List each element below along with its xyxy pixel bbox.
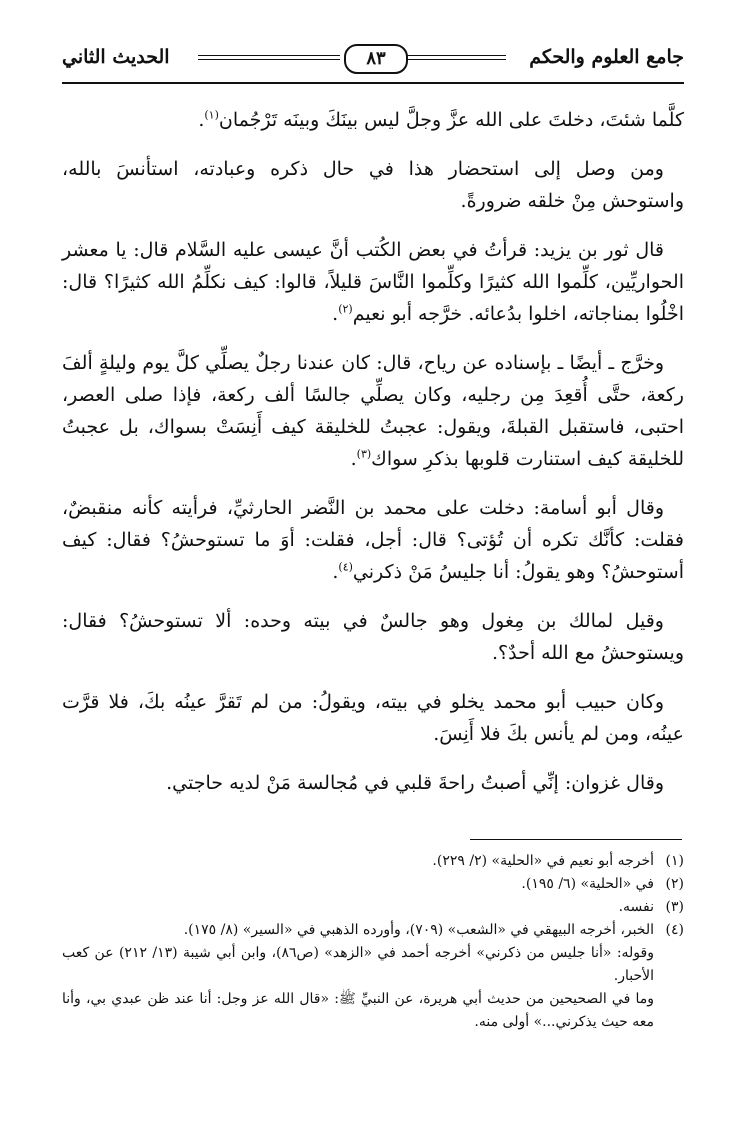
footnote xyxy=(62,873,684,896)
book-title: جامع العلوم والحكم xyxy=(529,46,684,68)
footnote-marker: (٣) xyxy=(356,447,372,461)
running-header xyxy=(62,44,684,84)
footnote xyxy=(62,896,684,919)
footnote-marker: (٢) xyxy=(338,302,353,316)
footnote-text: أخرجه أبو نعيم في «الحلية» (٢/ ٢٢٩). xyxy=(432,853,654,869)
footnote-continuation: وما في الصحيحين من حديث أبي هريرة، عن النبيِّ ﷺ: «قال الله عز وجل: أنا عند ظن عبدي بي، وأنا معه حيث يذكرني...» أولى منه. xyxy=(62,991,654,1030)
footnote-marker: (١) xyxy=(204,108,219,122)
footnote xyxy=(62,919,684,942)
paragraph: وقيل لمالك بن مِغول وهو جالسٌ في بيته وحده: ألا تستوحشُ؟ فقال: ويستوحشُ مع الله أحدٌ؟. xyxy=(62,610,684,664)
footnote-text: الخبر، أخرجه البيهقي في «الشعب» (٧٠٩)، وأورده الذهبي في «السير» (٨/ ١٧٥). xyxy=(183,922,654,938)
footnotes xyxy=(62,850,684,1034)
header-rule-right-lower xyxy=(406,59,506,60)
page-number: ٨٣ xyxy=(344,44,408,74)
header-underline xyxy=(62,82,684,84)
footnote-number: (٣) xyxy=(665,899,684,915)
footnote-number: (١) xyxy=(665,853,684,869)
paragraph: وكان حبيب أبو محمد يخلو في بيته، ويقولُ: من لم تَقرَّ عينُه بكَ، فلا قرَّت عينُه، ومن لم يأنس بكَ فلا أَنِسَ. xyxy=(62,691,684,745)
paragraph: وقال غزوان: إنِّي أصبتُ راحةَ قلبي في مُجالسة مَنْ لديه حاجتي. xyxy=(166,772,664,794)
footnote-number: (٢) xyxy=(665,876,684,892)
header-rule-right-upper xyxy=(406,55,506,56)
chapter-title: الحديث الثاني xyxy=(62,46,170,68)
paragraph: ومن وصل إلى استحضار هذا في حال ذكره وعبادته، استأنسَ بالله، واستوحش مِنْ خلقه ضرورةً. xyxy=(62,158,684,212)
paragraph: وقال أبو أسامة: دخلت على محمد بن النَّضر الحارثيِّ، فرأيته كأنه منقبضٌ، فقلت: كأنَّك تكره أن تُؤتى؟ قال: أجل، فقلت: أوَ ما تستوحشُ؟ فقال: كيف أستوحشُ؟ وهو يقولُ: أنا جليسُ مَنْ ذكرني$^{(٤)}$. xyxy=(62,497,684,583)
footnote-separator xyxy=(470,839,682,840)
footnote-text: في «الحلية» (٦/ ١٩٥). xyxy=(521,876,654,892)
header-rule-left-upper xyxy=(198,55,340,56)
footnote xyxy=(62,850,684,873)
footnote-continuation: وقوله: «أنا جليس من ذكرني» أخرجه أحمد في «الزهد» (ص٨٦)، وابن أبي شيبة (١٣/ ٢١٢) عن كعب الأحبار. xyxy=(62,945,654,984)
footnote-text: نفسه. xyxy=(618,899,654,915)
header-rule-left-lower xyxy=(198,59,340,60)
footnote-number: (٤) xyxy=(665,922,684,938)
paragraph: قال ثور بن يزيد: قرأتُ في بعض الكُتب أنَّ عيسى عليه السَّلام قال: يا معشر الحواريِّين، كلِّموا الله كثيرًا وكلِّموا النَّاسَ قليلاً، قالوا: كيف نكلِّمُ الله كثيرًا؟ قال: اخْلُوا بمناجاته، اخلوا بدُعائه. خرَّجه أبو نعيم$^{(٢)}$. xyxy=(62,239,684,325)
paragraph: كلَّما شئتَ، دخلتَ على الله عزَّ وجلَّ ليس بينَكَ وبينَه تَرْجُمان$^{(١)}$. xyxy=(198,108,684,131)
main-text xyxy=(62,104,684,816)
paragraph: وخرَّج ـ أيضًا ـ بإسناده عن رياح، قال: كان عندنا رجلٌ يصلِّي كلَّ يوم وليلةٍ ألفَ ركعة، حتَّى أُقعِدَ مِن رجليه، وكان يصلِّي جالسًا ألف ركعة، فإذا صلى العصر، احتبى، فاستقبل القبلةَ، ويقول: عجبتُ للخليقة كيف أَنِسَتْ بسواك، بل عجبتُ للخليقة كيف استنارت قلوبها بذكرِ سواك$^{(٣)}$. xyxy=(62,352,684,470)
footnote-marker: (٤) xyxy=(338,560,353,574)
